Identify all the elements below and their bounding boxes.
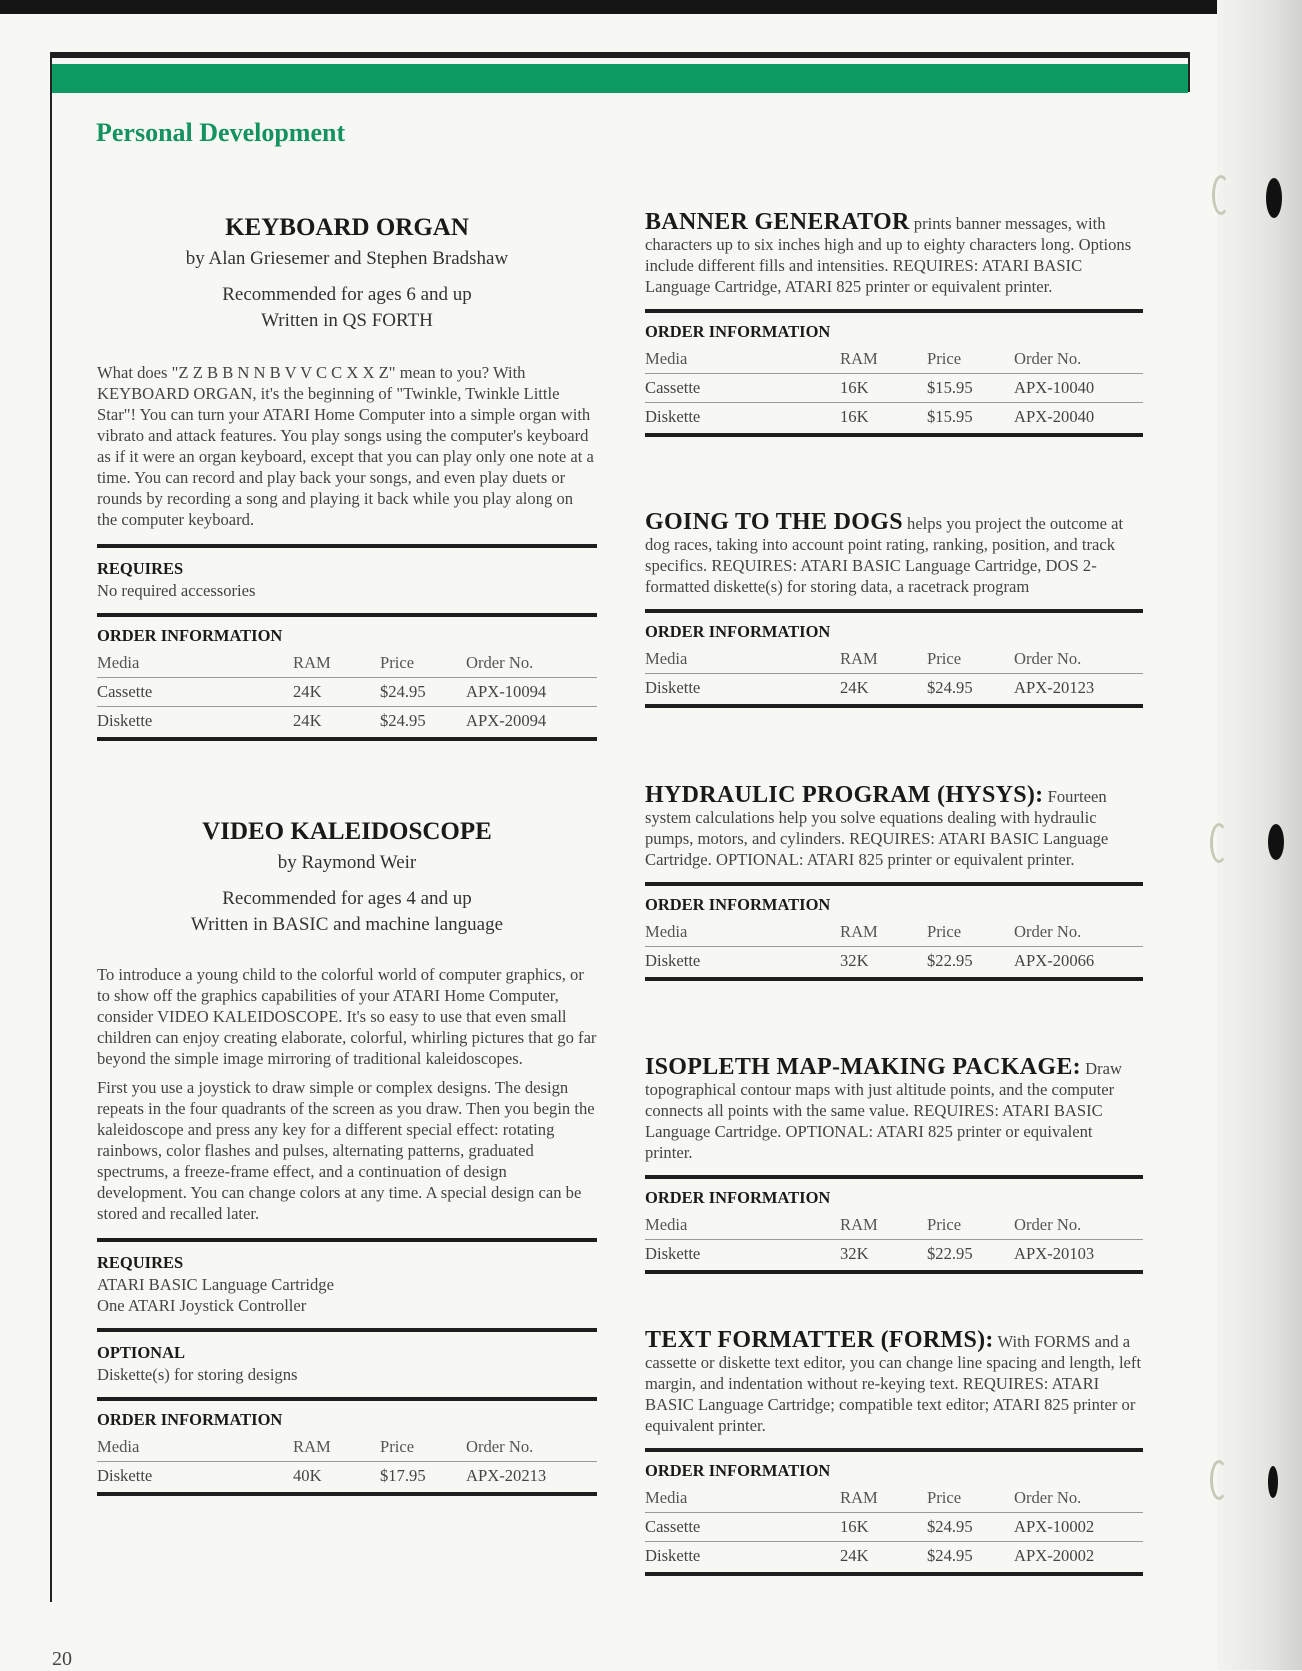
product-text-formatter [645,1327,1143,1576]
col-order-no: Order No. [1014,1215,1082,1234]
product-hydraulic-program [645,782,1143,981]
optional-label: OPTIONAL [97,1343,186,1362]
section-divider [97,737,597,741]
cell-media: Cassette [645,1513,840,1542]
product-title: HYDRAULIC PROGRAM (HYSYS): [645,782,1044,808]
product-description: helps you project the outcome at dog races, taking into account point rating, ranking, position, and track specifics. REQUIRES: ATARI BASIC Language Cartridge, DOS 2-formatted diskette(s) for storing data, a racetrack program [645,514,1124,596]
product-description: First you use a joystick to draw simple or complex designs. The design repeats in the four quadrants of the screen as you draw. Then you begin the kaleidoscope and press any key for a different special effect: rotating rainbows, color flashes and pulses, alternating patterns, graduated spectrums, a freeze-frame effect, and a continuation of design development. You can change colors at any time. A special design can be stored and recalled later. [97,1078,595,1223]
col-ram: RAM [840,349,878,368]
col-price: Price [927,922,962,941]
binder-hole [1268,824,1284,860]
product-byline: by Alan Griesemer and Stephen Bradshaw [185,248,509,269]
table-row [645,947,1143,976]
cell-ram: 16K [840,403,927,432]
table-row [645,374,1143,403]
product-banner-generator [645,209,1143,437]
cell-price: $24.95 [380,678,466,707]
order-table-header [645,645,1143,674]
product-description: To introduce a young child to the colorful world of computer graphics, or to show off the graphics capabilities of your ATARI Home Computer, consider VIDEO KALEIDOSCOPE. It's so easy to use that even small children can enjoy creating elaborate, colorful, whirling pictures that go far beyond the simple image mirroring of traditional kaleidoscopes. [97,965,597,1068]
order-table [645,645,1143,702]
product-title: GOING TO THE DOGS [645,509,903,535]
col-ram: RAM [840,1488,878,1507]
requires-item: ATARI BASIC Language Cartridge [97,1275,334,1294]
requires-item: No required accessories [97,581,256,600]
cell-order-no: APX-20103 [1014,1240,1143,1269]
table-row [645,1542,1143,1571]
product-description-block [645,1054,1143,1163]
order-info-label: ORDER INFORMATION [645,895,831,914]
col-order-no: Order No. [1014,1488,1082,1507]
table-row [645,1240,1143,1269]
order-table [97,1433,597,1490]
binder-hole [1268,1466,1278,1498]
order-block [645,1452,1143,1576]
table-row [97,678,597,707]
order-info-label: ORDER INFORMATION [645,1188,831,1207]
product-description: Draw topographical contour maps with just altitude points, and the computer connects all points with the same value. REQUIRES: ATARI BASIC Language Cartridge. OPTIONAL: ATARI 825 printer or equivalent printer. [645,1059,1122,1162]
col-price: Price [927,349,962,368]
product-byline: by Raymond Weir [277,852,417,873]
order-table-header [97,1433,597,1462]
col-media: Media [645,349,688,368]
col-ram: RAM [840,649,878,668]
product-title: ISOPLETH MAP-MAKING PACKAGE: [645,1054,1081,1080]
section-divider [645,1270,1143,1274]
product-description-block [645,209,1143,297]
order-table-header [645,345,1143,374]
col-order-no: Order No. [466,1437,534,1456]
cell-price: $22.95 [927,947,1014,976]
col-media: Media [645,922,688,941]
requires-block [97,548,597,613]
order-table [645,1211,1143,1268]
requires-label: REQUIRES [97,559,184,578]
order-block [97,617,597,741]
order-table [645,918,1143,975]
product-description: Fourteen system calculations help you solve equations dealing with hydraulic pumps, motors, and cylinders. REQUIRES: ATARI BASIC Language Cartridge. OPTIONAL: ATARI 825 printer or equivalent printer. [645,787,1109,869]
order-info-label: ORDER INFORMATION [645,1461,831,1480]
section-divider [97,1492,597,1496]
product-description-block [645,782,1143,870]
cell-order-no: APX-10094 [466,678,597,707]
order-block [645,613,1143,708]
header-green-band [52,64,1188,93]
cell-order-no: APX-10040 [1014,374,1143,403]
order-table-header [645,918,1143,947]
order-table-header [97,649,597,678]
cell-media: Diskette [645,674,840,703]
page-frame-right [1188,52,1190,92]
requires-item: One ATARI Joystick Controller [97,1296,307,1315]
cell-price: $24.95 [380,707,466,736]
order-table-header [645,1484,1143,1513]
section-title: Personal Development [96,118,346,147]
order-info-label: ORDER INFORMATION [97,626,283,645]
product-video-kaleidoscope [97,816,597,1496]
cell-price: $15.95 [927,374,1014,403]
cell-media: Diskette [645,1542,840,1571]
page-edge-shadow [1217,0,1302,1670]
order-block [97,1401,597,1496]
cell-price: $24.95 [927,1542,1014,1571]
section-divider [645,977,1143,981]
cell-price: $22.95 [927,1240,1014,1269]
product-description-block [645,509,1143,597]
section-divider [645,704,1143,708]
cell-ram: 24K [293,678,380,707]
col-price: Price [927,649,962,668]
col-order-no: Order No. [1014,349,1082,368]
cell-order-no: APX-20002 [1014,1542,1143,1571]
cell-ram: 32K [840,947,927,976]
page-number: 20 [52,1648,72,1670]
cell-ram: 32K [840,1240,927,1269]
order-table [645,345,1143,431]
cell-ram: 24K [840,1542,927,1571]
product-description: With FORMS and a cassette or diskette text editor, you can change line spacing and length, left margin, and indentation without re-keying text. REQUIRES: ATARI BASIC Language Cartridge; compatible text editor; ATARI 825 printer or equivalent printer. [645,1332,1142,1435]
col-order-no: Order No. [1014,922,1082,941]
order-info-label: ORDER INFORMATION [645,622,831,641]
table-row [645,403,1143,432]
product-recommended: Recommended for ages 6 and up [222,284,472,305]
product-going-to-the-dogs [645,509,1143,708]
cell-order-no: APX-20066 [1014,947,1143,976]
cell-media: Cassette [645,374,840,403]
cell-media: Diskette [645,1240,840,1269]
col-price: Price [380,653,415,672]
product-written-in: Written in QS FORTH [261,310,433,331]
requires-block [97,1242,597,1328]
col-media: Media [645,649,688,668]
cell-media: Diskette [97,707,293,736]
col-media: Media [97,653,140,672]
col-ram: RAM [293,1437,331,1456]
product-isopleth [645,1054,1143,1274]
cell-media: Diskette [645,947,840,976]
table-row [97,707,597,736]
order-info-label: ORDER INFORMATION [97,1410,283,1429]
cell-ram: 24K [840,674,927,703]
col-ram: RAM [840,922,878,941]
product-title: TEXT FORMATTER (FORMS): [645,1327,994,1353]
col-ram: RAM [293,653,331,672]
order-table [97,649,597,735]
order-block [645,1179,1143,1274]
cell-ram: 16K [840,1513,927,1542]
cell-price: $15.95 [927,403,1014,432]
page-frame-left [50,52,52,1602]
product-title: VIDEO KALEIDOSCOPE [202,818,492,845]
cell-media: Diskette [645,403,840,432]
product-title: BANNER GENERATOR [645,209,910,235]
binder-hole-ring [1210,823,1228,863]
product-title: KEYBOARD ORGAN [225,214,469,241]
col-price: Price [380,1437,415,1456]
order-table-header [645,1211,1143,1240]
table-row [645,674,1143,703]
col-order-no: Order No. [1014,649,1082,668]
product-written-in: Written in BASIC and machine language [190,914,504,935]
cell-order-no: APX-20040 [1014,403,1143,432]
optional-item: Diskette(s) for storing designs [97,1365,298,1384]
binder-hole-ring [1212,175,1230,215]
binder-hole-ring [1210,1460,1228,1500]
top-edge-bar [0,0,1302,14]
col-media: Media [645,1488,688,1507]
table-row [645,1513,1143,1542]
cell-media: Diskette [97,1462,293,1491]
product-description-block [645,1327,1143,1436]
table-row [97,1462,597,1491]
cell-ram: 40K [293,1462,380,1491]
header-rule [52,52,1188,58]
order-block [645,886,1143,981]
section-divider [645,1572,1143,1576]
optional-block [97,1332,597,1397]
col-order-no: Order No. [466,653,534,672]
cell-order-no: APX-20213 [466,1462,597,1491]
cell-ram: 16K [840,374,927,403]
order-block [645,313,1143,437]
product-description: What does "Z Z B B N N B V V C C X X Z" mean to you? With KEYBOARD ORGAN, it's the beginning of "Twinkle, Twinkle Little Star"! You can turn your ATARI Home Computer into a simple organ with vibrato and attack features. You play songs using the computer's keyboard as if it were an organ keyboard, except that you can play only one note at a time. You can record and play back your songs, and even play duets or rounds by recording a song and playing it back while you play along on the computer keyboard. [97,363,594,529]
order-info-label: ORDER INFORMATION [645,322,831,341]
product-description: prints banner messages, with characters up to six inches high and up to eighty characters long. Options include different fills and intensities. REQUIRES: ATARI BASIC Language Cartridge, ATARI 825 printer or equivalent printer. [645,214,1132,296]
cell-media: Cassette [97,678,293,707]
cell-order-no: APX-20094 [466,707,597,736]
order-table [645,1484,1143,1570]
section-divider [645,433,1143,437]
cell-ram: 24K [293,707,380,736]
cell-order-no: APX-20123 [1014,674,1143,703]
binder-hole [1266,178,1282,218]
product-keyboard-organ [97,212,597,741]
cell-price: $24.95 [927,674,1014,703]
col-media: Media [645,1215,688,1234]
col-price: Price [927,1215,962,1234]
cell-price: $17.95 [380,1462,466,1491]
cell-price: $24.95 [927,1513,1014,1542]
col-price: Price [927,1488,962,1507]
product-recommended: Recommended for ages 4 and up [222,888,472,909]
col-media: Media [97,1437,140,1456]
col-ram: RAM [840,1215,878,1234]
cell-order-no: APX-10002 [1014,1513,1143,1542]
requires-label: REQUIRES [97,1253,184,1272]
